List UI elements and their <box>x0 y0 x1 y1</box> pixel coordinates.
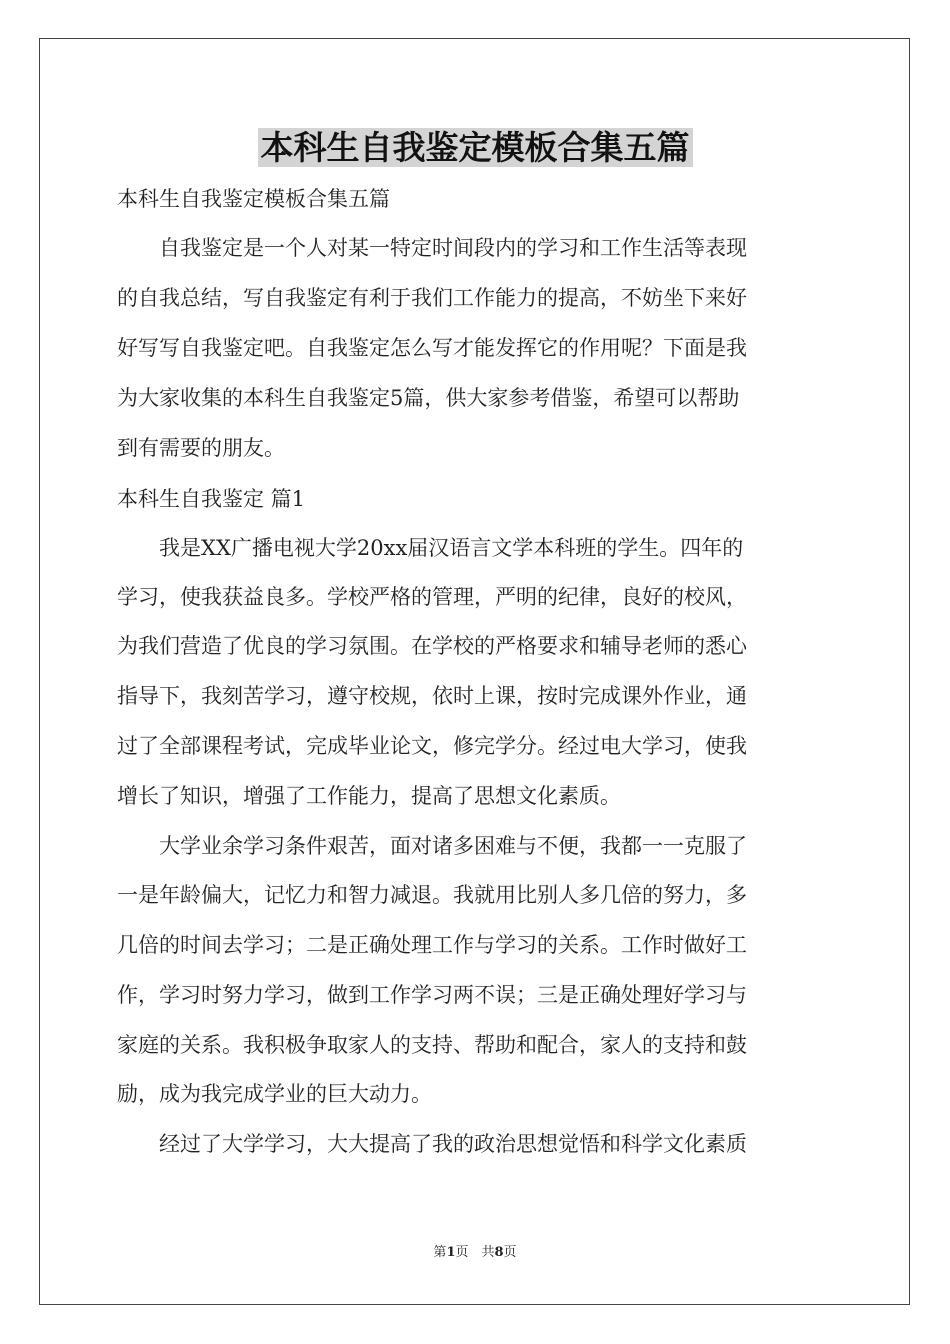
paragraph-line: 一是年龄偏大，记忆力和智力减退。我就用比别人多几倍的努力，多 <box>117 883 747 907</box>
paragraph-line: 学习，使我获益良多。学校严格的管理，严明的纪律，良好的校风， <box>117 585 747 609</box>
paragraph-line: 经过了大学学习，大大提高了我的政治思想觉悟和科学文化素质 <box>117 1132 747 1156</box>
paragraph-line: 几倍的时间去学习；二是正确处理工作与学习的关系。工作时做好工 <box>117 933 747 957</box>
paragraph-line: 自我鉴定是一个人对某一特定时间段内的学习和工作生活等表现 <box>117 236 747 260</box>
paragraph-line: 作，学习时努力学习，做到工作学习两不误；三是正确处理好学习与 <box>117 983 747 1007</box>
document-subtitle: 本科生自我鉴定模板合集五篇 <box>117 187 390 211</box>
paragraph-line: 我是XX广播电视大学20xx届汉语言文学本科班的学生。四年的 <box>117 536 744 560</box>
paragraph-line: 的自我总结，写自我鉴定有利于我们工作能力的提高，不妨坐下来好 <box>117 286 747 310</box>
paragraph-line: 大学业余学习条件艰苦，面对诸多困难与不便，我都一一克服了 <box>117 834 747 858</box>
document-title <box>0 122 950 174</box>
paragraph-line: 为我们营造了优良的学习氛围。在学校的严格要求和辅导老师的悉心 <box>117 634 747 658</box>
footer-prefix: 第 <box>433 1245 447 1260</box>
footer-current-page: 1 <box>446 1245 456 1260</box>
paragraph-line: 增长了知识，增强了工作能力，提高了思想文化素质。 <box>117 784 621 808</box>
footer-middle: 页 共 <box>455 1245 495 1260</box>
paragraph-line: 家庭的关系。我积极争取家人的支持、帮助和配合，家人的支持和鼓 <box>117 1033 747 1057</box>
footer-suffix: 页 <box>503 1245 517 1260</box>
page-border <box>39 38 910 1305</box>
paragraph-line: 励，成为我完成学业的巨大动力。 <box>117 1082 432 1106</box>
paragraph-line: 到有需要的朋友。 <box>117 436 285 460</box>
section-heading: 本科生自我鉴定 篇1 <box>117 487 306 511</box>
paragraph-line: 指导下，我刻苦学习，遵守校规，依时上课，按时完成课外作业，通 <box>117 684 747 708</box>
paragraph-line: 过了全部课程考试，完成毕业论文，修完学分。经过电大学习，使我 <box>117 734 747 758</box>
footer-total-pages: 8 <box>494 1245 504 1260</box>
page-number-footer <box>0 1244 950 1262</box>
document-title-text: 本科生自我鉴定模板合集五篇 <box>258 128 693 167</box>
paragraph-line: 为大家收集的本科生自我鉴定5篇，供大家参考借鉴，希望可以帮助 <box>117 386 740 410</box>
paragraph-line: 好写写自我鉴定吧。自我鉴定怎么写才能发挥它的作用呢？下面是我 <box>117 336 747 360</box>
